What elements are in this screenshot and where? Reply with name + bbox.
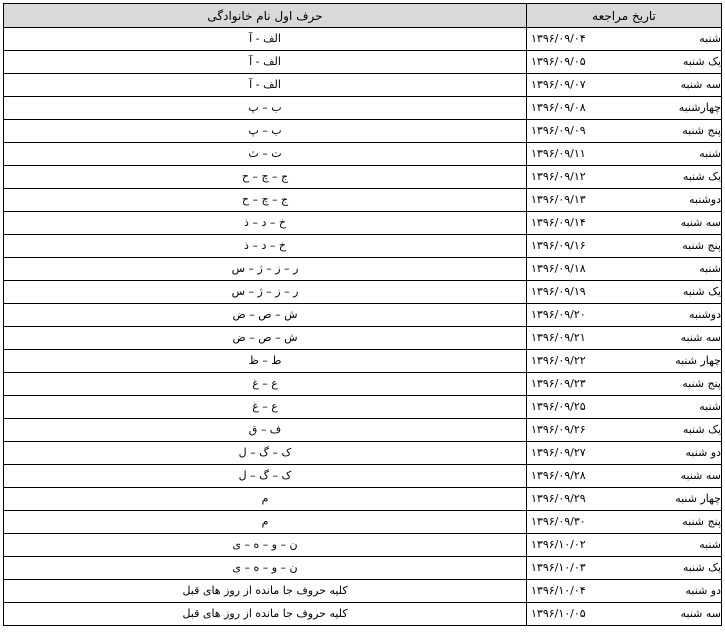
schedule-sheet [3, 3, 721, 626]
visit-date: ۱۳۹۶/۱۰/۰۳ [531, 561, 586, 574]
visit-date: ۱۳۹۶/۰۹/۱۴ [531, 216, 586, 229]
surname-letters-cell: خ – د – ذ [4, 235, 527, 258]
visit-date: ۱۳۹۶/۰۹/۲۳ [531, 377, 586, 390]
surname-letters-cell: م [4, 488, 527, 511]
date-day-wrap [527, 465, 721, 487]
table-row [4, 281, 722, 304]
visit-weekday: یک شنبه [682, 423, 721, 436]
table-row [4, 327, 722, 350]
table-row [4, 373, 722, 396]
table-row [4, 258, 722, 281]
surname-letters-cell: ع – غ [4, 373, 527, 396]
date-day-wrap [527, 212, 721, 234]
surname-letters-cell: الف - آ [4, 51, 527, 74]
visit-weekday: چهار شنبه [675, 492, 721, 505]
table-row [4, 235, 722, 258]
visit-date: ۱۳۹۶/۰۹/۲۷ [531, 446, 586, 459]
visit-date: ۱۳۹۶/۰۹/۳۰ [531, 515, 586, 528]
visit-date: ۱۳۹۶/۰۹/۰۴ [531, 32, 586, 45]
visit-date-cell [527, 442, 722, 465]
visit-date-cell [527, 212, 722, 235]
surname-letters-cell: ت – ث [4, 143, 527, 166]
date-day-wrap [527, 373, 721, 395]
visit-date: ۱۳۹۶/۰۹/۰۹ [531, 124, 586, 137]
visit-date-cell [527, 189, 722, 212]
visit-date-cell [527, 465, 722, 488]
surname-letters-cell: ک – گ – ل [4, 465, 527, 488]
schedule-body [4, 28, 722, 626]
visit-weekday: شنبه [699, 400, 721, 413]
date-day-wrap [527, 603, 721, 625]
date-day-wrap [527, 143, 721, 165]
visit-date: ۱۳۹۶/۰۹/۲۹ [531, 492, 586, 505]
visit-date: ۱۳۹۶/۰۹/۲۰ [531, 308, 586, 321]
surname-letters-cell: ف – ق [4, 419, 527, 442]
date-day-wrap [527, 304, 721, 326]
table-row [4, 304, 722, 327]
surname-letters-cell: ن – و – ه – ی [4, 534, 527, 557]
date-day-wrap [527, 189, 721, 211]
visit-weekday: یک شنبه [682, 561, 721, 574]
visit-date: ۱۳۹۶/۰۹/۲۶ [531, 423, 586, 436]
table-row [4, 189, 722, 212]
table-row [4, 465, 722, 488]
visit-date-cell [527, 51, 722, 74]
table-row [4, 488, 722, 511]
visit-date: ۱۳۹۶/۱۰/۰۵ [531, 607, 586, 620]
table-row [4, 580, 722, 603]
visit-date-cell [527, 419, 722, 442]
visit-date-cell [527, 580, 722, 603]
date-day-wrap [527, 488, 721, 510]
visit-date-cell [527, 74, 722, 97]
visit-weekday: یک شنبه [682, 170, 721, 183]
visit-date: ۱۳۹۶/۰۹/۱۳ [531, 193, 586, 206]
visit-weekday: چهار شنبه [675, 354, 721, 367]
surname-letters-cell: ن – و – ه – ی [4, 557, 527, 580]
visit-weekday: سه شنبه [680, 78, 721, 91]
surname-letters-cell: ط – ظ [4, 350, 527, 373]
date-day-wrap [527, 350, 721, 372]
date-day-wrap [527, 534, 721, 556]
date-day-wrap [527, 281, 721, 303]
visit-date-cell [527, 534, 722, 557]
surname-letters-cell: ب – پ [4, 97, 527, 120]
date-day-wrap [527, 120, 721, 142]
surname-letters-cell: الف - آ [4, 28, 527, 51]
date-day-wrap [527, 442, 721, 464]
visit-date-cell [527, 304, 722, 327]
visit-weekday: سه شنبه [680, 216, 721, 229]
date-day-wrap [527, 258, 721, 280]
visit-date-cell [527, 97, 722, 120]
visit-date-cell [527, 235, 722, 258]
visit-weekday: شنبه [699, 262, 721, 275]
surname-letters-cell: ر – ز – ژ – س [4, 281, 527, 304]
visit-weekday: سه شنبه [680, 607, 721, 620]
table-row [4, 120, 722, 143]
visit-date: ۱۳۹۶/۱۰/۰۴ [531, 584, 586, 597]
visit-date-cell [527, 281, 722, 304]
visit-date: ۱۳۹۶/۱۰/۰۲ [531, 538, 586, 551]
visit-date-cell [527, 557, 722, 580]
date-day-wrap [527, 28, 721, 50]
visit-date-cell [527, 258, 722, 281]
schedule-table [3, 3, 722, 626]
table-row [4, 534, 722, 557]
visit-weekday: پنج شنبه [682, 239, 721, 252]
visit-weekday: پنج شنبه [682, 377, 721, 390]
date-day-wrap [527, 327, 721, 349]
table-row [4, 28, 722, 51]
table-row [4, 212, 722, 235]
visit-weekday: یک شنبه [682, 285, 721, 298]
visit-weekday: چهارشنبه [678, 101, 721, 114]
date-day-wrap [527, 419, 721, 441]
visit-weekday: یک شنبه [682, 55, 721, 68]
table-row [4, 166, 722, 189]
visit-weekday: شنبه [699, 147, 721, 160]
visit-date: ۱۳۹۶/۰۹/۲۱ [531, 331, 586, 344]
visit-weekday: شنبه [699, 32, 721, 45]
visit-date-cell [527, 28, 722, 51]
date-day-wrap [527, 235, 721, 257]
visit-weekday: سه شنبه [680, 331, 721, 344]
visit-weekday: پنج شنبه [682, 124, 721, 137]
surname-letters-cell: ج – چ – ح [4, 166, 527, 189]
header-row [4, 4, 722, 28]
visit-weekday: دو شنبه [685, 446, 721, 459]
visit-date: ۱۳۹۶/۰۹/۱۲ [531, 170, 586, 183]
table-row [4, 511, 722, 534]
visit-date-cell [527, 511, 722, 534]
visit-date-cell [527, 143, 722, 166]
visit-date: ۱۳۹۶/۰۹/۱۹ [531, 285, 586, 298]
table-row [4, 603, 722, 626]
visit-date-cell [527, 396, 722, 419]
date-day-wrap [527, 557, 721, 579]
visit-date: ۱۳۹۶/۰۹/۰۵ [531, 55, 586, 68]
date-day-wrap [527, 396, 721, 418]
date-day-wrap [527, 51, 721, 73]
visit-date-cell [527, 603, 722, 626]
surname-letters-cell: ر – ز – ژ – س [4, 258, 527, 281]
surname-letters-cell: م [4, 511, 527, 534]
surname-letters-cell: ش – ص – ض [4, 304, 527, 327]
table-row [4, 419, 722, 442]
table-row [4, 51, 722, 74]
surname-letters-cell: کلیه حروف جا مانده از روز های قبل [4, 580, 527, 603]
date-day-wrap [527, 511, 721, 533]
table-row [4, 396, 722, 419]
date-day-wrap [527, 580, 721, 602]
visit-weekday: دو شنبه [685, 584, 721, 597]
surname-letters-cell: الف - آ [4, 74, 527, 97]
visit-weekday: سه شنبه [680, 469, 721, 482]
visit-weekday: شنبه [699, 538, 721, 551]
surname-letters-cell: خ – د – ذ [4, 212, 527, 235]
table-row [4, 350, 722, 373]
date-day-wrap [527, 74, 721, 96]
header-letters: حرف اول نام خانوادگی [4, 4, 527, 28]
visit-weekday: دوشنبه [689, 308, 721, 321]
visit-date: ۱۳۹۶/۰۹/۲۵ [531, 400, 586, 413]
date-day-wrap [527, 97, 721, 119]
table-row [4, 97, 722, 120]
visit-date: ۱۳۹۶/۰۹/۰۷ [531, 78, 586, 91]
visit-date: ۱۳۹۶/۰۹/۲۲ [531, 354, 586, 367]
header-date: تاریخ مراجعه [527, 4, 722, 28]
date-day-wrap [527, 166, 721, 188]
surname-letters-cell: کلیه حروف جا مانده از روز های قبل [4, 603, 527, 626]
visit-date: ۱۳۹۶/۰۹/۱۸ [531, 262, 586, 275]
visit-date-cell [527, 166, 722, 189]
visit-weekday: دوشنبه [689, 193, 721, 206]
table-row [4, 557, 722, 580]
visit-weekday: پنج شنبه [682, 515, 721, 528]
surname-letters-cell: ش – ص – ض [4, 327, 527, 350]
visit-date: ۱۳۹۶/۰۹/۰۸ [531, 101, 586, 114]
visit-date-cell [527, 373, 722, 396]
surname-letters-cell: ج – چ – ح [4, 189, 527, 212]
visit-date: ۱۳۹۶/۰۹/۱۱ [531, 147, 586, 160]
visit-date-cell [527, 120, 722, 143]
surname-letters-cell: ک – گ – ل [4, 442, 527, 465]
table-row [4, 74, 722, 97]
surname-letters-cell: ب – پ [4, 120, 527, 143]
table-row [4, 442, 722, 465]
visit-date: ۱۳۹۶/۰۹/۱۶ [531, 239, 586, 252]
visit-date-cell [527, 488, 722, 511]
table-row [4, 143, 722, 166]
visit-date-cell [527, 327, 722, 350]
surname-letters-cell: ع – غ [4, 396, 527, 419]
visit-date-cell [527, 350, 722, 373]
visit-date: ۱۳۹۶/۰۹/۲۸ [531, 469, 586, 482]
